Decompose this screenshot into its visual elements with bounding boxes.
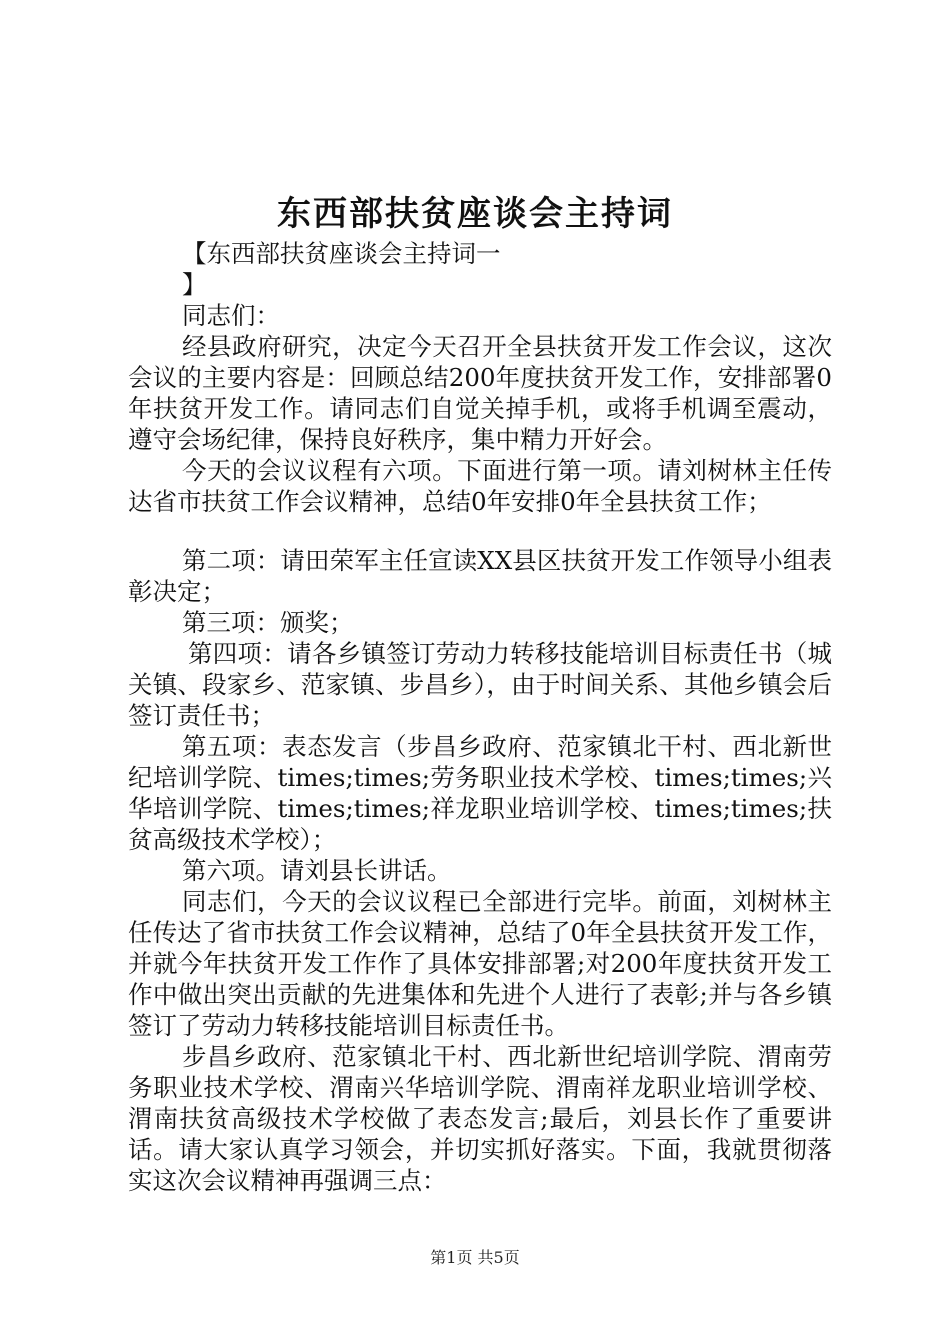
section-heading-close: 】 bbox=[182, 270, 207, 299]
paragraph: 第五项：表态发言（步昌乡政府、范家镇北干村、西北新世纪培训学院、times;times;劳务职业技术学校、times;times;兴华培训学院、times;times;祥龙职业培训学校、times;times;扶贫高级技术学校）； bbox=[128, 732, 832, 854]
paragraph: 步昌乡政府、范家镇北干村、西北新世纪培训学院、渭南劳务职业技术学校、渭南兴华培训学院、渭南祥龙职业培训学校、渭南扶贫高级技术学校做了表态发言;最后，刘县长作了重要讲话。请大家认真学习领会，并切实抓好落实。下面，我就贯彻落实这次会议精神再强调三点： bbox=[128, 1042, 832, 1195]
paragraph: 同志们，今天的会议议程已全部进行完毕。前面，刘树林主任传达了省市扶贫工作会议精神，总结了0年全县扶贫开发工作，并就今年扶贫开发工作作了具体安排部署;对200年度扶贫开发工作中做出突出贡献的先进集体和先进个人进行了表彰;并与各乡镇签订了劳动力转移技能培训目标责任书。 bbox=[128, 887, 832, 1040]
document-body bbox=[128, 238, 832, 1196]
section-heading: 【东西部扶贫座谈会主持词一 bbox=[182, 239, 501, 268]
paragraph-salutation: 同志们： bbox=[182, 301, 280, 330]
paragraph: 经县政府研究，决定今天召开全县扶贫开发工作会议，这次会议的主要内容是：回顾总结200年度扶贫开发工作，安排部署0年扶贫开发工作。请同志们自觉关掉手机，或将手机调至震动，遵守会场纪律，保持良好秩序，集中精力开好会。 bbox=[128, 332, 832, 454]
document-title: 东西部扶贫座谈会主持词 bbox=[277, 194, 673, 234]
paragraph: 第三项：颁奖； bbox=[182, 608, 354, 637]
paragraph: 今天的会议议程有六项。下面进行第一项。请刘树林主任传达省市扶贫工作会议精神，总结0年安排0年全县扶贫工作； bbox=[128, 456, 832, 516]
paragraph: 第四项：请各乡镇签订劳动力转移技能培训目标责任书（城关镇、段家乡、范家镇、步昌乡），由于时间关系、其他乡镇会后签订责任书； bbox=[128, 639, 832, 730]
paragraph-gap bbox=[128, 517, 832, 545]
paragraph: 第二项：请田荣军主任宣读XX县区扶贫开发工作领导小组表彰决定； bbox=[128, 546, 832, 606]
paragraph: 第六项。请刘县长讲话。 bbox=[182, 856, 452, 885]
page-number-footer: 第1页 共5页 bbox=[430, 1248, 520, 1267]
